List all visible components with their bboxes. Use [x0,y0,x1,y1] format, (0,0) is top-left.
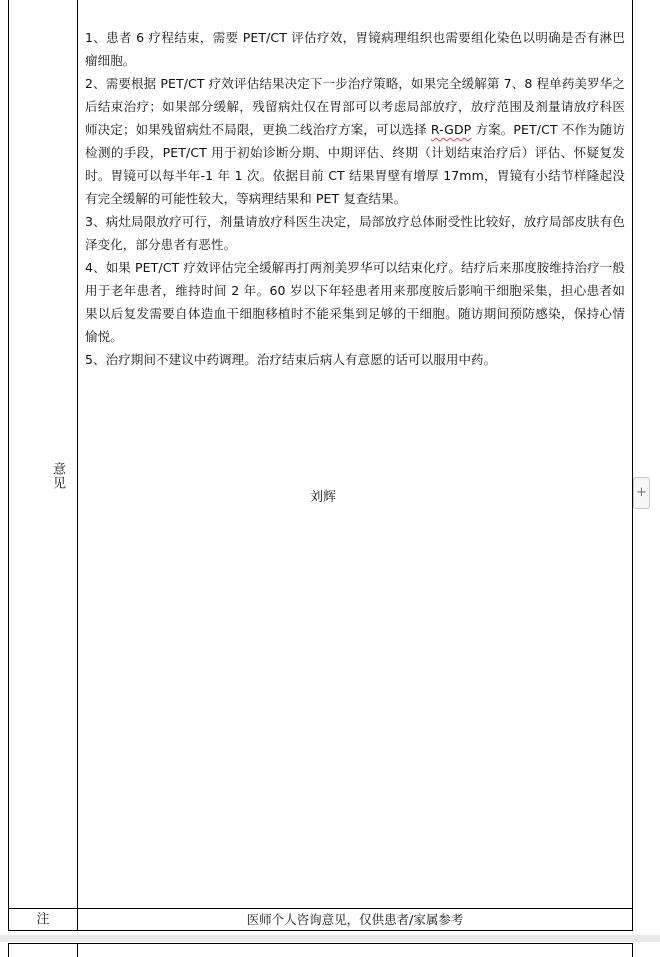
opinion-item-2: 2、需要根据 PET/CT 疗效评估结果决定下一步治疗策略，如果完全缓解第 7、8 程单药美罗华之后结束治疗；如果部分缓解，残留病灶仅在胃部可以考虑局部放疗，放疗范围及剂量请放疗科医师决定；如果残留病灶不局限，更换二线治疗方案，可以选择 R-GDP 方案。PET/CT 不作为随访检测的手段，PET/CT 用于初始诊断分期、中期评估、终期（计划结束治疗后）评估、怀疑复发时。胃镜可以每半年-1 年 1 次。依据目前 CT 结果胃壁有增厚 17mm，胃镜有小结节样隆起没有完全缓解的可能性较大，等病理结果和 PET 复查结果。 [85,76,625,206]
table-row-divider [8,908,633,909]
add-column-icon[interactable]: + [633,477,650,509]
next-table-column-divider [77,943,78,957]
next-table-border-left [8,943,9,957]
doctor-signature: 刘辉 [309,490,336,505]
page-break-gap [0,935,660,942]
opinion-label: 意见 [50,462,65,490]
opinion-item-4: 4、如果 PET/CT 疗效评估完全缓解再打两剂美罗华可以结束化疗。结疗后来那度胺维持治疗一般用于老年患者，维持时间 2 年。60 岁以下年轻患者用来那度胺后影响干细胞采集，担心患者如果以后复发需要自体造血干细胞移植时不能采集到足够的干细胞。随访期间预防感染，保持心情愉悦。 [85,260,625,344]
next-table-border-right [632,943,633,957]
table-border-left [8,0,9,931]
table-column-divider [77,0,78,931]
next-page [0,942,660,957]
spellcheck-underlined-term: R-GDP [430,122,472,137]
opinion-content[interactable] [85,26,625,371]
note-label: 注 [36,912,50,927]
table-border-bottom [8,930,633,931]
next-table-border-top [8,943,633,944]
table-border-right [632,0,633,931]
opinion-item-1: 1、患者 6 疗程结束，需要 PET/CT 评估疗效，胃镜病理组织也需要组化染色以明确是否有淋巴瘤细胞。 [85,30,625,68]
opinion-item-3: 3、病灶局限放疗可行，剂量请放疗科医生决定，局部放疗总体耐受性比较好，放疗局部皮肤有色泽变化，部分患者有恶性。 [85,214,625,252]
opinion-item-5: 5、治疗期间不建议中药调理。治疗结束后病人有意愿的话可以服用中药。 [85,352,497,367]
note-text[interactable]: 医师个人咨询意见，仅供患者/家属参考 [246,912,464,927]
